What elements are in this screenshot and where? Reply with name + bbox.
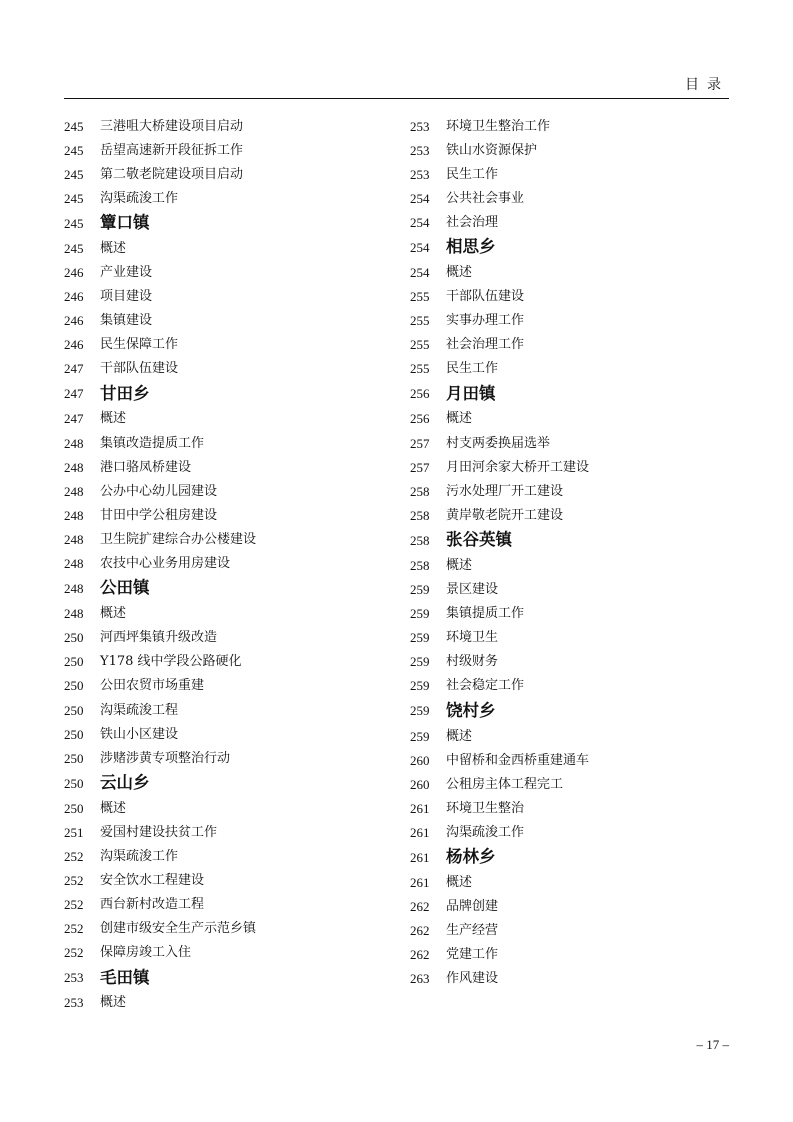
toc-entry (64, 844, 364, 868)
toc-page-number: 250 (64, 654, 84, 670)
toc-page-number: 245 (64, 142, 84, 158)
toc-entry (410, 138, 710, 162)
toc-entry (410, 578, 710, 602)
toc-section-heading (410, 234, 710, 260)
toc-section-heading (410, 844, 710, 870)
toc-section-heading (64, 965, 364, 991)
toc-entry (410, 114, 710, 138)
toc-page-number: 258 (410, 507, 430, 523)
toc-page-number: 257 (410, 459, 430, 475)
toc-entry-title: 公田农贸市场重建 (100, 678, 205, 694)
toc-entry-title: 概述 (446, 874, 473, 890)
toc-entry (64, 820, 364, 844)
toc-section-title: 相思乡 (446, 237, 496, 257)
toc-section-title: 张谷英镇 (446, 530, 512, 550)
toc-entry-title: 月田河余家大桥开工建设 (446, 459, 590, 475)
toc-section-title: 月田镇 (446, 383, 496, 403)
toc-entry (64, 114, 364, 138)
toc-page-number: 247 (64, 361, 84, 377)
toc-entry (64, 674, 364, 698)
toc-entry-title: 河西坪集镇升级改造 (100, 630, 218, 646)
toc-page-number: 248 (64, 581, 84, 597)
toc-entry-title: Y178 线中学段公路硬化 (100, 654, 242, 670)
toc-entry-title: 概述 (446, 411, 473, 427)
toc-entry-title: 概述 (100, 411, 127, 427)
toc-page-number: 248 (64, 531, 84, 547)
toc-section-heading (64, 210, 364, 236)
toc-entry-title: 公办中心幼儿园建设 (100, 483, 218, 499)
toc-page-number: 250 (64, 702, 84, 718)
toc-entry-title: 公租房主体工程完工 (446, 776, 564, 792)
toc-section-title: 甘田乡 (100, 383, 150, 403)
toc-entry-title: 沟渠疏浚工程 (100, 702, 179, 718)
toc-page-number: 246 (64, 289, 84, 305)
toc-entry (410, 503, 710, 527)
toc-entry (64, 626, 364, 650)
toc-entry-title: 集镇提质工作 (446, 606, 525, 622)
toc-page-number: 262 (410, 899, 430, 915)
toc-section-title: 簟口镇 (100, 213, 150, 233)
toc-page-number: 254 (410, 190, 430, 206)
toc-entry-title: 干部队伍建设 (446, 289, 525, 305)
toc-left-column (64, 114, 364, 1015)
toc-entry-title: 沟渠疏浚工作 (100, 190, 179, 206)
toc-entry-title: 概述 (100, 240, 127, 256)
toc-page-number: 259 (410, 678, 430, 694)
toc-right-column (410, 114, 710, 991)
toc-page-number: 261 (410, 800, 430, 816)
toc-page-number: 253 (64, 995, 84, 1011)
toc-entry-title: 集镇改造提质工作 (100, 435, 205, 451)
toc-section-heading (64, 576, 364, 602)
toc-entry-title: 沟渠疏浚工作 (100, 848, 179, 864)
toc-section-title: 杨林乡 (446, 847, 496, 867)
toc-entry-title: 铁山小区建设 (100, 726, 179, 742)
toc-entry-title: 港口骆凤桥建设 (100, 459, 192, 475)
toc-entry (64, 941, 364, 965)
toc-page-number: 248 (64, 507, 84, 523)
toc-entry-title: 社会治理 (446, 214, 499, 230)
toc-entry-title: 产业建设 (100, 265, 153, 281)
toc-entry-title: 概述 (100, 606, 127, 622)
toc-entry (64, 260, 364, 284)
toc-entry (64, 236, 364, 260)
toc-entry (64, 186, 364, 210)
toc-page-number: 254 (410, 214, 430, 230)
toc-entry (410, 772, 710, 796)
toc-entry-title: 污水处理厂开工建设 (446, 483, 564, 499)
toc-entry (64, 552, 364, 576)
toc-page-number: 252 (64, 873, 84, 889)
toc-entry (410, 162, 710, 186)
toc-entry (64, 796, 364, 820)
toc-entry (64, 746, 364, 770)
toc-entry-title: 村级财务 (446, 654, 499, 670)
toc-entry-title: 环境卫生整治 (446, 800, 525, 816)
toc-entry (410, 479, 710, 503)
toc-page-number: 248 (64, 556, 84, 572)
toc-page-number: 250 (64, 630, 84, 646)
toc-entry (410, 895, 710, 919)
toc-page-number: 255 (410, 361, 430, 377)
toc-entry (64, 357, 364, 381)
toc-entry (410, 407, 710, 431)
toc-page-number: 250 (64, 678, 84, 694)
toc-entry (410, 748, 710, 772)
toc-page-number: 259 (410, 703, 430, 719)
toc-page-number: 248 (64, 483, 84, 499)
toc-page-number: 263 (410, 971, 430, 987)
toc-entry-title: 概述 (100, 800, 127, 816)
toc-entry-title: 环境卫生整治工作 (446, 118, 551, 134)
toc-entry (410, 870, 710, 894)
toc-section-title: 毛田镇 (100, 967, 150, 987)
toc-entry-title: 沟渠疏浚工作 (446, 824, 525, 840)
toc-entry-title: 概述 (446, 728, 473, 744)
toc-page-number: 255 (410, 289, 430, 305)
toc-page-number: 254 (410, 265, 430, 281)
toc-page-number: 257 (410, 435, 430, 451)
toc-entry (64, 407, 364, 431)
header-divider (64, 98, 729, 99)
toc-section-heading (410, 381, 710, 407)
toc-page-number: 259 (410, 654, 430, 670)
toc-page-number: 258 (410, 532, 430, 548)
toc-entry (410, 455, 710, 479)
toc-page-number: 258 (410, 557, 430, 573)
toc-page-number: 247 (64, 411, 84, 427)
toc-entry (64, 527, 364, 551)
toc-entry (64, 309, 364, 333)
toc-entry (410, 919, 710, 943)
toc-entry-title: 甘田中学公租房建设 (100, 507, 218, 523)
toc-page-number: 245 (64, 166, 84, 182)
toc-entry-title: 三港咀大桥建设项目启动 (100, 118, 244, 134)
toc-entry (64, 431, 364, 455)
toc-entry-title: 安全饮水工程建设 (100, 873, 205, 889)
toc-page-number: 250 (64, 726, 84, 742)
toc-page-number: 258 (410, 483, 430, 499)
toc-entry-title: 公共社会事业 (446, 190, 525, 206)
toc-page-number: 253 (410, 166, 430, 182)
toc-entry (410, 186, 710, 210)
toc-section-heading (410, 698, 710, 724)
toc-page-number: 253 (410, 118, 430, 134)
toc-entry (410, 626, 710, 650)
toc-page-number: 250 (64, 775, 84, 791)
toc-page-number: 246 (64, 313, 84, 329)
toc-page-number: 261 (410, 849, 430, 865)
toc-entry (64, 162, 364, 186)
toc-entry (410, 820, 710, 844)
toc-entry (410, 210, 710, 234)
toc-entry-title: 集镇建设 (100, 313, 153, 329)
toc-entry (410, 357, 710, 381)
toc-entry (410, 553, 710, 577)
toc-entry-title: 卫生院扩建综合办公楼建设 (100, 531, 257, 547)
page-number: – 17 – (696, 1037, 729, 1052)
toc-entry-title: 景区建设 (446, 582, 499, 598)
toc-page-number: 253 (64, 970, 84, 986)
toc-page-number: 254 (410, 239, 430, 255)
toc-entry (64, 869, 364, 893)
toc-page-number: 259 (410, 606, 430, 622)
toc-entry (64, 991, 364, 1015)
toc-page-number: 246 (64, 337, 84, 353)
toc-page-number: 248 (64, 606, 84, 622)
toc-entry-title: 实事办理工作 (446, 313, 525, 329)
toc-page-number: 259 (410, 630, 430, 646)
toc-page-number: 259 (410, 728, 430, 744)
toc-page-number: 251 (64, 824, 84, 840)
toc-entry-title: 概述 (446, 557, 473, 573)
toc-entry-title: 品牌创建 (446, 899, 499, 915)
toc-entry-title: 生产经营 (446, 923, 499, 939)
toc-page-number: 253 (410, 142, 430, 158)
toc-entry-title: 概述 (446, 265, 473, 281)
toc-section-heading (410, 527, 710, 553)
toc-entry-title: 中留桥和金西桥重建通车 (446, 752, 590, 768)
toc-page-number: 252 (64, 921, 84, 937)
toc-entry-title: 民生保障工作 (100, 337, 179, 353)
toc-entry (64, 650, 364, 674)
toc-entry (64, 602, 364, 626)
toc-page-number: 261 (410, 874, 430, 890)
toc-entry (410, 796, 710, 820)
toc-section-title: 云山乡 (100, 773, 150, 792)
toc-entry-title: 黄岸敬老院开工建设 (446, 507, 564, 523)
toc-entry-title: 第二敬老院建设项目启动 (100, 166, 244, 182)
toc-page-number: 245 (64, 215, 84, 231)
toc-entry-title: 环境卫生 (446, 630, 499, 646)
toc-page-number: 245 (64, 240, 84, 256)
toc-entry-title: 社会稳定工作 (446, 678, 525, 694)
toc-entry-title: 作风建设 (446, 971, 499, 987)
toc-entry (410, 943, 710, 967)
toc-page-number: 245 (64, 118, 84, 134)
toc-page-number: 261 (410, 824, 430, 840)
toc-entry (410, 724, 710, 748)
toc-entry (64, 333, 364, 357)
toc-page-number: 250 (64, 800, 84, 816)
toc-page-number: 259 (410, 582, 430, 598)
toc-entry-title: 概述 (100, 995, 127, 1011)
toc-entry-title: 爱国村建设扶贫工作 (100, 824, 218, 840)
page-header-title: 目录 (685, 77, 729, 93)
toc-entry-title: 党建工作 (446, 947, 499, 963)
toc-entry (64, 698, 364, 722)
toc-page-number: 262 (410, 923, 430, 939)
toc-entry-title: 民生工作 (446, 361, 499, 377)
toc-page-number: 250 (64, 750, 84, 766)
toc-page-number: 260 (410, 776, 430, 792)
toc-entry (64, 722, 364, 746)
toc-entry-title: 西台新村改造工程 (100, 897, 205, 913)
toc-page-number: 260 (410, 752, 430, 768)
toc-entry (64, 455, 364, 479)
toc-section-title: 公田镇 (100, 578, 150, 598)
toc-entry (410, 602, 710, 626)
toc-entry (410, 260, 710, 284)
toc-entry-title: 农技中心业务用房建设 (100, 556, 231, 572)
toc-page-number: 262 (410, 947, 430, 963)
toc-entry-title: 民生工作 (446, 166, 499, 182)
toc-page-number: 252 (64, 848, 84, 864)
toc-page-number: 248 (64, 435, 84, 451)
toc-section-title: 饶村乡 (446, 700, 496, 720)
toc-entry-title: 铁山水资源保护 (446, 142, 538, 158)
toc-entry (410, 333, 710, 357)
toc-entry (64, 138, 364, 162)
toc-entry (64, 503, 364, 527)
toc-entry (410, 431, 710, 455)
toc-entry-title: 岳望高速新开段征拆工作 (100, 142, 244, 158)
toc-entry-title: 干部队伍建设 (100, 361, 179, 377)
toc-page-number: 248 (64, 459, 84, 475)
toc-page-number: 255 (410, 337, 430, 353)
toc-page-number: 246 (64, 265, 84, 281)
toc-entry (410, 285, 710, 309)
toc-section-heading (64, 770, 364, 796)
toc-entry (64, 479, 364, 503)
toc-entry-title: 社会治理工作 (446, 337, 525, 353)
toc-entry (410, 967, 710, 991)
toc-entry-title: 保障房竣工入住 (100, 945, 192, 961)
toc-entry-title: 涉赌涉黄专项整治行动 (100, 750, 231, 766)
toc-entry (410, 674, 710, 698)
toc-entry (410, 309, 710, 333)
toc-entry-title: 创建市级安全生产示范乡镇 (100, 921, 257, 937)
toc-page-number: 255 (410, 313, 430, 329)
toc-entry (410, 650, 710, 674)
toc-entry (64, 893, 364, 917)
toc-section-heading (64, 381, 364, 407)
toc-page-number: 256 (410, 386, 430, 402)
toc-page-number: 252 (64, 897, 84, 913)
toc-page-number: 256 (410, 411, 430, 427)
toc-entry-title: 村支两委换届选举 (446, 435, 551, 451)
toc-entry (64, 917, 364, 941)
toc-entry-title: 项目建设 (100, 289, 153, 305)
toc-page-number: 245 (64, 190, 84, 206)
toc-entry (64, 285, 364, 309)
toc-page-number: 252 (64, 945, 84, 961)
toc-page-number: 247 (64, 386, 84, 402)
